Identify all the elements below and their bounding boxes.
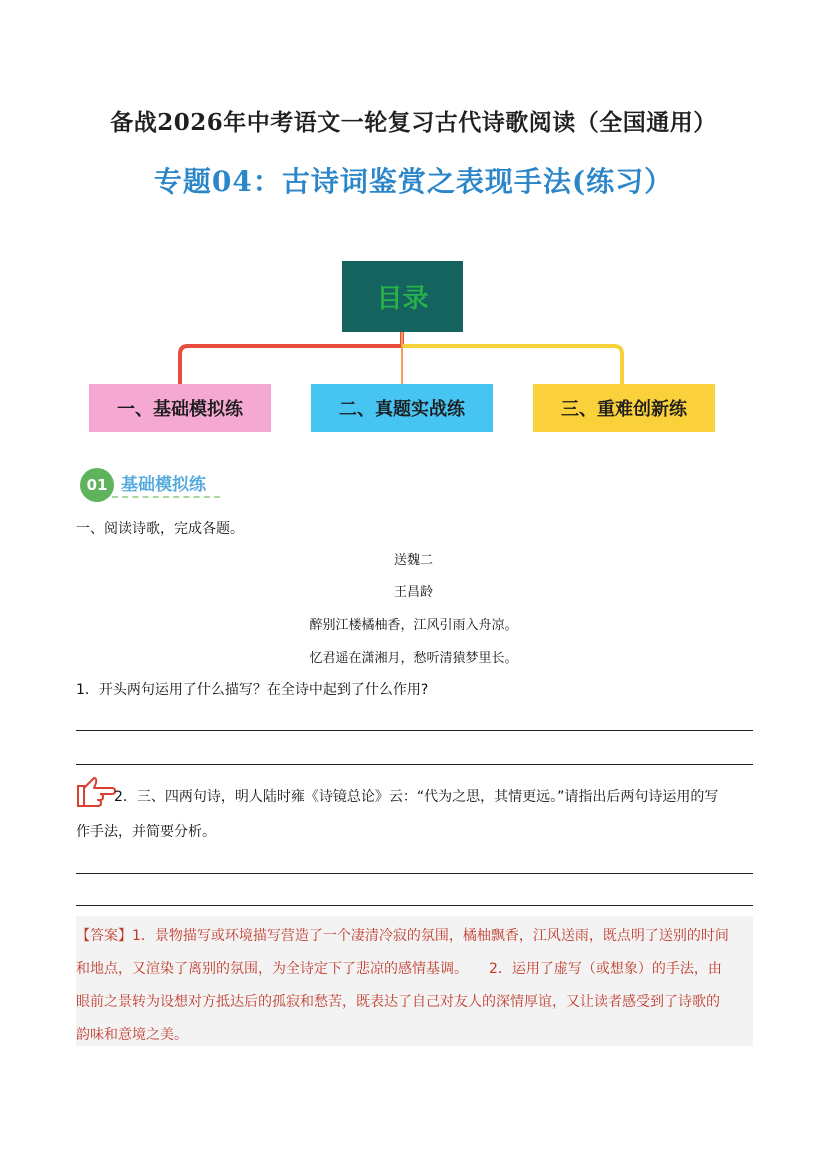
question-intro: 一、阅读诗歌，完成各题。 xyxy=(76,521,244,537)
question-2: 2．三、四两句诗，明人陆时雍《诗镜总论》云：“代为之思，其情更远。”请指出后两句诗运用的写 xyxy=(114,789,719,805)
toc-category-basic: 一、基础模拟练 xyxy=(89,384,271,432)
answer-line xyxy=(76,764,753,765)
page-subtitle: 专题04：古诗词鉴赏之表现手法(练习） xyxy=(153,165,674,198)
poem-line: 醉别江楼橘柚香，江风引雨入舟凉。 xyxy=(309,618,518,633)
question-1: 1．开头两句运用了什么描写？在全诗中起到了什么作用? xyxy=(76,682,429,698)
section-number-badge: 01 xyxy=(80,468,114,502)
answer-line xyxy=(76,905,753,906)
answer-text xyxy=(76,920,756,1052)
answer-line-text: 和地点，又渲染了离别的氛围，为全诗定下了悲凉的感情基调。 2．运用了虚写（或想象）的手法，由 xyxy=(76,961,722,977)
poem-author: 王昌龄 xyxy=(393,585,433,600)
answer-line-text: 韵味和意境之美。 xyxy=(76,1027,188,1043)
connector-right xyxy=(402,346,622,384)
answer-line xyxy=(76,873,753,874)
poem-line: 忆君遥在潇湘月，愁听清猿梦里长。 xyxy=(309,651,518,666)
question-2-continued: 作手法，并简要分析。 xyxy=(76,824,216,840)
section-underline xyxy=(112,496,220,498)
connector-left xyxy=(180,332,402,384)
page-title: 备战2026年中考语文一轮复习古代诗歌阅读（全国通用） xyxy=(110,109,717,136)
answer-line-text: 【答案】1．景物描写或环境描写营造了一个凄清冷寂的氛围，橘柚飘香，江风送雨，既点明了送别的时间 xyxy=(76,928,729,944)
poem-title: 送魏二 xyxy=(393,553,433,568)
answer-line-text: 眼前之景转为设想对方抵达后的孤寂和愁苦，既表达了自己对友人的深情厚谊，又让读者感受到了诗歌的 xyxy=(76,994,720,1010)
pointing-hand-icon xyxy=(76,776,116,810)
section-label: 基础模拟练 xyxy=(121,475,206,495)
toc-category-real: 二、真题实战练 xyxy=(311,384,493,432)
toc-connectors xyxy=(0,0,827,400)
toc-label: 目录 xyxy=(376,284,429,314)
answer-line xyxy=(76,730,753,731)
toc-category-innovative: 三、重难创新练 xyxy=(533,384,715,432)
